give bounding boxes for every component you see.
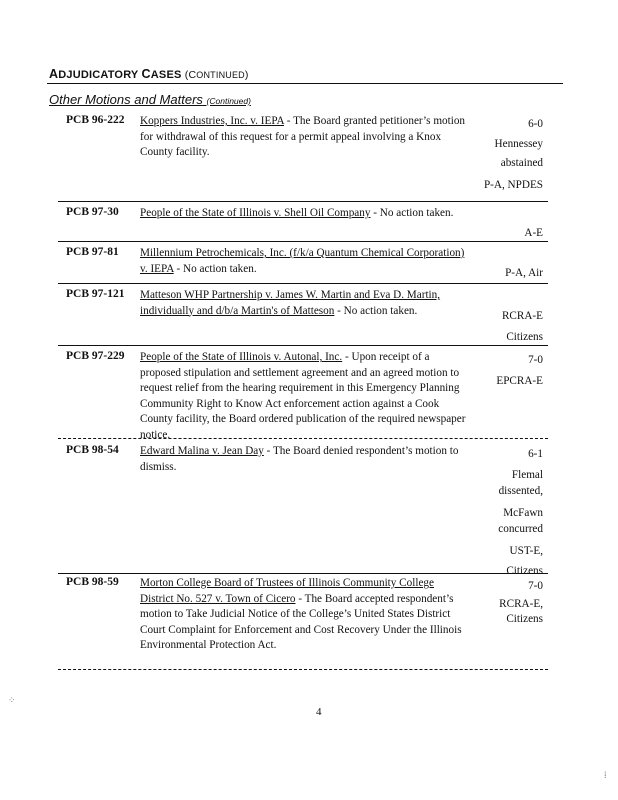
header-part: (C [184, 69, 197, 81]
row-divider [58, 283, 548, 284]
case-description [140, 206, 470, 222]
vote-note-2: McFawn concurred [498, 507, 543, 535]
case-description [140, 576, 470, 654]
case-type: UST-E, Citizens [506, 545, 543, 577]
case-text: - Upon receipt of a proposed stipulation and settlement agreement and an agreed motion to request relief from the hearing requirement in this Emergency Planning Community Right to Know Act enforcement action against a Cook County facility, the Board ordered publication of the required newspaper notice. [140, 351, 466, 441]
case-type: P-A, NPDES [483, 179, 543, 191]
case-number: PCB 98-54 [66, 444, 119, 456]
vote: 6-1 [528, 448, 543, 460]
scan-artifact: ⁘ [8, 695, 16, 705]
vote-note: Flemal dissented, [498, 469, 543, 497]
scan-artifact: ⁞ [604, 770, 607, 780]
case-title: Koppers Industries, Inc. v. IEPA [140, 115, 284, 127]
case-title: People of the State of Illinois v. Shell Oil Company [140, 207, 371, 219]
case-title: Matteson WHP Partnership v. James W. Martin and Eva D. Martin, individually and d/b/a Martin's of Matteson [140, 289, 441, 317]
case-type-2: Citizens [506, 331, 543, 343]
case-text: - The Board denied respondent’s motion to dismiss. [140, 445, 459, 473]
row-divider [58, 345, 548, 346]
page-number: 4 [316, 706, 322, 718]
case-text: - No action taken. [370, 207, 454, 219]
case-title: Millennium Petrochemicals, Inc. (f/k/a Quantum Chemical Corporation) v. IEPA [140, 247, 465, 275]
vote: 7-0 [528, 580, 543, 592]
case-text: - The Board accepted respondent’s motion to Take Judicial Notice of the College’s United States District Court Complaint for Enforcement and Cost Recovery Under the Illinois Environmental Protection Act. [140, 592, 462, 651]
vote-note: Hennessey abstained [494, 138, 543, 169]
case-title: Morton College Board of Trustees of Illinois Community College District No. 527 v. Town of Cicero [140, 577, 434, 605]
row-divider [58, 573, 548, 574]
case-number: PCB 97-30 [66, 206, 119, 218]
case-number: PCB 97-81 [66, 246, 119, 258]
case-type: A-E [524, 227, 543, 239]
case-description [140, 350, 470, 443]
subheader [49, 92, 251, 107]
vote: 6-0 [528, 118, 543, 130]
case-description [140, 246, 470, 277]
header-part: ) [244, 69, 249, 81]
case-disposition [463, 350, 543, 392]
case-number: PCB 97-229 [66, 350, 125, 362]
header-part: ONTINUED [196, 70, 245, 80]
case-text: - No action taken. [334, 304, 418, 317]
case-description [140, 444, 470, 475]
case-type: P-A, Air [505, 267, 543, 279]
case-disposition [463, 306, 543, 348]
case-number: PCB 98-59 [66, 576, 119, 588]
case-title: People of the State of Illinois v. Autonal, Inc. [140, 351, 343, 363]
case-type: EPCRA-E [496, 375, 543, 387]
header-part: A [49, 67, 59, 81]
subheader-continued: (Continued) [206, 96, 251, 106]
case-type: RCRA-E [501, 310, 543, 322]
case-title: Edward Malina v. Jean Day [140, 445, 264, 457]
row-divider [58, 201, 548, 202]
case-type: RCRA-E, Citizens [499, 598, 543, 625]
case-disposition [473, 444, 543, 581]
case-description [140, 114, 470, 161]
case-disposition [463, 263, 543, 284]
case-description [140, 288, 470, 319]
case-text: - No action taken. [173, 262, 257, 275]
header-part: ASES [150, 69, 185, 81]
header-rule [47, 83, 563, 84]
case-text: - The Board granted petitioner’s motion for withdrawal of this request for a permit appeal involving a Knox County facility. [140, 115, 466, 158]
case-disposition [463, 114, 543, 195]
case-number: PCB 96-222 [66, 114, 125, 126]
row-divider [58, 241, 548, 242]
row-divider [58, 438, 548, 439]
section-header [49, 67, 249, 81]
case-number: PCB 97-121 [66, 288, 125, 300]
header-part: DJUDICATORY [58, 69, 142, 81]
header-part: C [141, 67, 151, 81]
case-disposition [483, 576, 543, 627]
vote: 7-0 [528, 354, 543, 366]
row-divider [58, 669, 548, 670]
subheader-text: Other Motions and Matters [49, 92, 203, 107]
